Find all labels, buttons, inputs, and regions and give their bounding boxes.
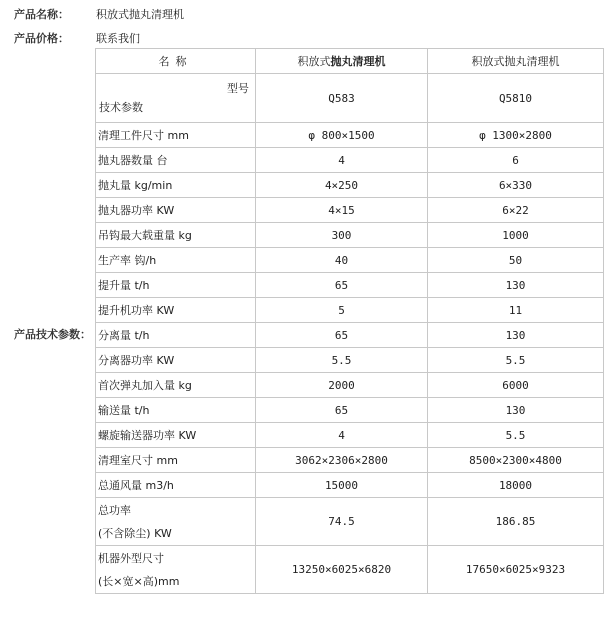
dims-col1: 13250×6025×6820 [256,546,428,594]
row-col2-cell: 8500×2300×4800 [428,448,604,473]
row-label-cell: 分离器功率 KW [96,348,256,373]
table-row [96,223,604,248]
model-col1: Q583 [256,74,428,123]
dims-label-cell [96,546,256,594]
model-label-cell [96,74,256,123]
table-row [96,398,604,423]
power-col1: 74.5 [256,498,428,546]
row-label-cell: 首次弹丸加入量 kg [96,373,256,398]
row-col2-cell: 5.5 [428,423,604,448]
table-row [96,148,604,173]
product-name-label: 产品名称： [14,8,69,21]
row-col1-cell: 4 [256,423,428,448]
row-label-cell: 抛丸器功率 KW [96,198,256,223]
row-col1-cell: φ 800×1500 [256,123,428,148]
row-label-cell: 清理工件尺寸 mm [96,123,256,148]
row-col1-cell: 300 [256,223,428,248]
row-label-cell: 螺旋输送器功率 KW [96,423,256,448]
product-params-label: 产品技术参数： [14,328,91,341]
model-row [96,74,604,123]
row-col1-cell: 2000 [256,373,428,398]
row-col2-cell: 18000 [428,473,604,498]
row-col1-cell: 5 [256,298,428,323]
row-label-cell: 分离量 t/h [96,323,256,348]
row-col1-cell: 4×15 [256,198,428,223]
model-col2: Q5810 [428,74,604,123]
dims-label-line2: (长×宽×高)mm [98,574,180,588]
power-label-cell [96,498,256,546]
table-row [96,323,604,348]
dims-label-line1: 机器外型尺寸 [98,551,164,565]
dims-col2: 17650×6025×9323 [428,546,604,594]
header-col1-bold: 抛丸清理机 [330,55,386,68]
row-col2-cell: 5.5 [428,348,604,373]
model-label-bottom: 技术参数 [99,101,143,114]
table-header-row [96,49,604,74]
header-col1-plain: 积放式 [297,55,331,68]
power-col2: 186.85 [428,498,604,546]
table-row [96,473,604,498]
table-row [96,348,604,373]
model-label-top: 型号 [227,82,249,95]
row-col2-cell: 130 [428,273,604,298]
row-col2-cell: 6×330 [428,173,604,198]
row-col1-cell: 65 [256,323,428,348]
product-price-value: 联系我们 [96,32,140,45]
product-name-value: 积放式抛丸清理机 [96,8,184,21]
row-col2-cell: 6×22 [428,198,604,223]
row-col1-cell: 4×250 [256,173,428,198]
header-col2-cell: 积放式抛丸清理机 [428,49,604,74]
row-col2-cell: 130 [428,323,604,348]
row-col2-cell: 130 [428,398,604,423]
dims-row [96,546,604,594]
row-col1-cell: 65 [256,273,428,298]
row-label-cell: 提升量 t/h [96,273,256,298]
table-row [96,298,604,323]
row-label-cell: 抛丸器数量 台 [96,148,256,173]
row-col2-cell: 6 [428,148,604,173]
table-row [96,198,604,223]
row-label-cell: 提升机功率 KW [96,298,256,323]
table-row [96,173,604,198]
table-row [96,373,604,398]
power-row [96,498,604,546]
row-col1-cell: 3062×2306×2800 [256,448,428,473]
row-label-cell: 生产率 钩/h [96,248,256,273]
row-col1-cell: 4 [256,148,428,173]
row-col2-cell: 50 [428,248,604,273]
table-row [96,448,604,473]
table-row [96,423,604,448]
power-label-line2: (不含除尘) KW [98,526,172,540]
product-price-label: 产品价格： [14,32,69,45]
row-col2-cell: 1000 [428,223,604,248]
row-label-cell: 总通风量 m3/h [96,473,256,498]
header-name-cell: 名称 [96,49,256,74]
row-col1-cell: 65 [256,398,428,423]
row-label-cell: 输送量 t/h [96,398,256,423]
row-col1-cell: 40 [256,248,428,273]
row-col1-cell: 15000 [256,473,428,498]
row-label-cell: 吊钩最大载重量 kg [96,223,256,248]
power-label-line1: 总功率 [98,503,131,517]
row-col2-cell: 6000 [428,373,604,398]
table-row [96,123,604,148]
spec-table [95,48,604,594]
header-col1-cell [256,49,428,74]
table-row [96,273,604,298]
row-col2-cell: φ 1300×2800 [428,123,604,148]
row-col1-cell: 5.5 [256,348,428,373]
row-label-cell: 清理室尺寸 mm [96,448,256,473]
row-col2-cell: 11 [428,298,604,323]
row-label-cell: 抛丸量 kg/min [96,173,256,198]
table-row [96,248,604,273]
